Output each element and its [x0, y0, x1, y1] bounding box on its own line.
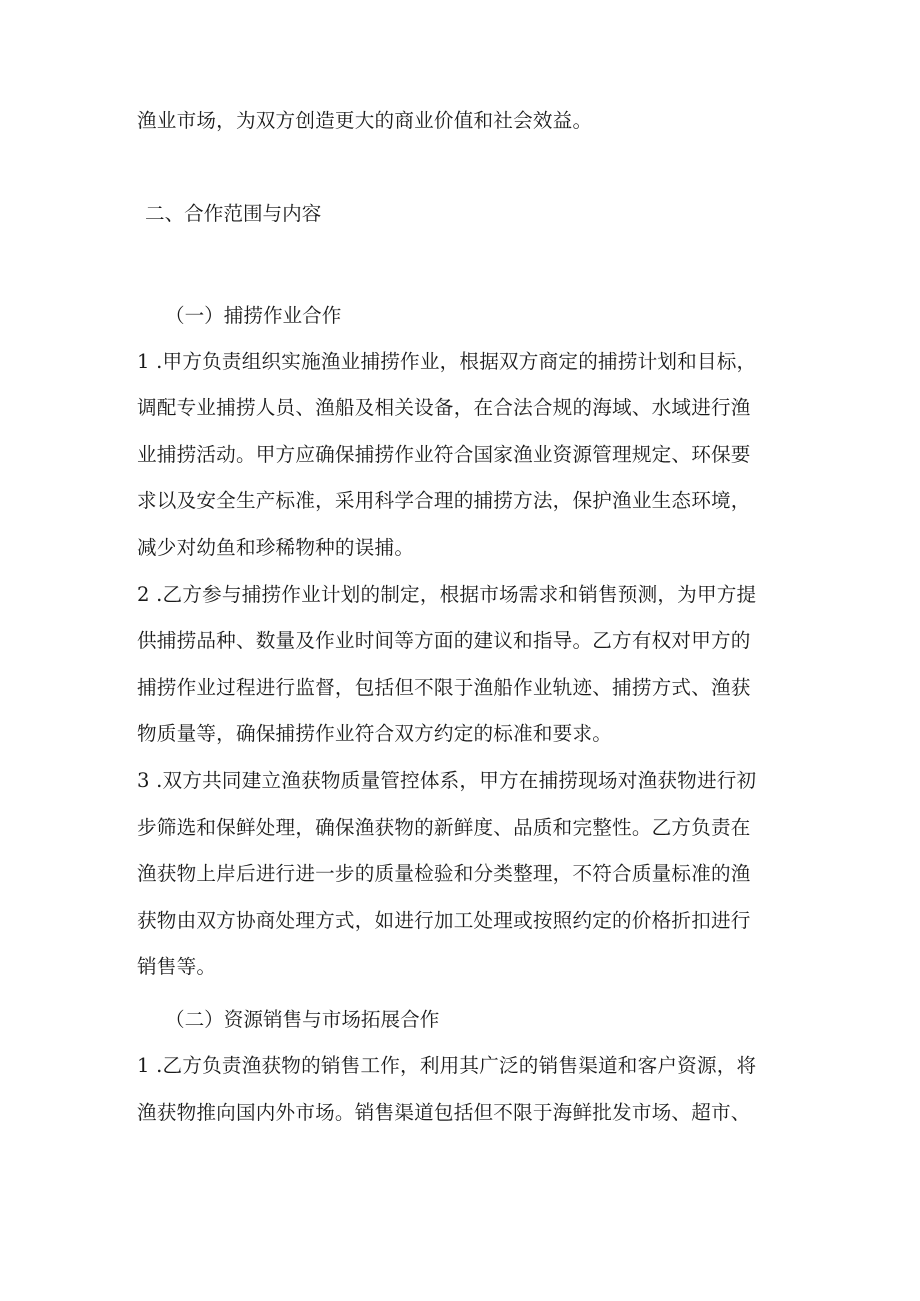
clause-1-3: [137, 758, 771, 991]
subsection-heading-sales-market-expansion: （二）资源销售与市场拓展合作: [165, 1007, 440, 1031]
intro-tail-line: 渔业市场，为双方创造更大的商业价值和社会效益。: [137, 109, 593, 132]
subsection-heading-fishing-operations: （一）捕捞作业合作: [165, 303, 342, 327]
text-line: 步筛选和保鲜处理，确保渔获物的新鲜度、品质和完整性。乙方负责在: [137, 815, 751, 839]
text-line: 渔获物上岸后进行进一步的质量检验和分类整理，不符合质量标准的渔: [137, 862, 751, 886]
clause-1-2: [137, 572, 771, 758]
clause-2-1: [137, 1043, 771, 1136]
clause-1-1: [137, 339, 771, 572]
document-page: [137, 98, 771, 1136]
text-line: 1 .乙方负责渔获物的销售工作，利用其广泛的销售渠道和客户资源，将: [137, 1053, 757, 1077]
text-line: 2 .乙方参与捕捞作业计划的制定，根据市场需求和销售预测，为甲方提: [137, 582, 757, 606]
text-line: 求以及安全生产标准，采用科学合理的捕捞方法，保护渔业生态环境，: [137, 489, 751, 513]
text-line: 3 .双方共同建立渔获物质量管控体系，甲方在捕捞现场对渔获物进行初: [137, 768, 757, 792]
text-line: 1 .甲方负责组织实施渔业捕捞作业，根据双方商定的捕捞计划和目标，: [137, 349, 757, 373]
text-line: 减少对幼鱼和珍稀物种的误捕。: [137, 535, 415, 559]
text-line: 供捕捞品种、数量及作业时间等方面的建议和指导。乙方有权对甲方的: [137, 629, 751, 653]
text-line: 物质量等，确保捕捞作业符合双方约定的标准和要求。: [137, 722, 613, 746]
text-line: 渔获物推向国内外市场。销售渠道包括但不限于海鲜批发市场、超市、: [137, 1100, 751, 1124]
section-heading-cooperation-scope: 二、合作范围与内容: [145, 201, 322, 225]
text-line: 业捕捞活动。甲方应确保捕捞作业符合国家渔业资源管理规定、环保要: [137, 442, 751, 466]
text-line: 销售等。: [137, 955, 217, 979]
text-line: 调配专业捕捞人员、渔船及相关设备，在合法合规的海域、水域进行渔: [137, 396, 751, 420]
text-line: 捕捞作业过程进行监督，包括但不限于渔船作业轨迹、捕捞方式、渔获: [137, 675, 751, 699]
text-line: 获物由双方协商处理方式，如进行加工处理或按照约定的价格折扣进行: [137, 908, 751, 932]
